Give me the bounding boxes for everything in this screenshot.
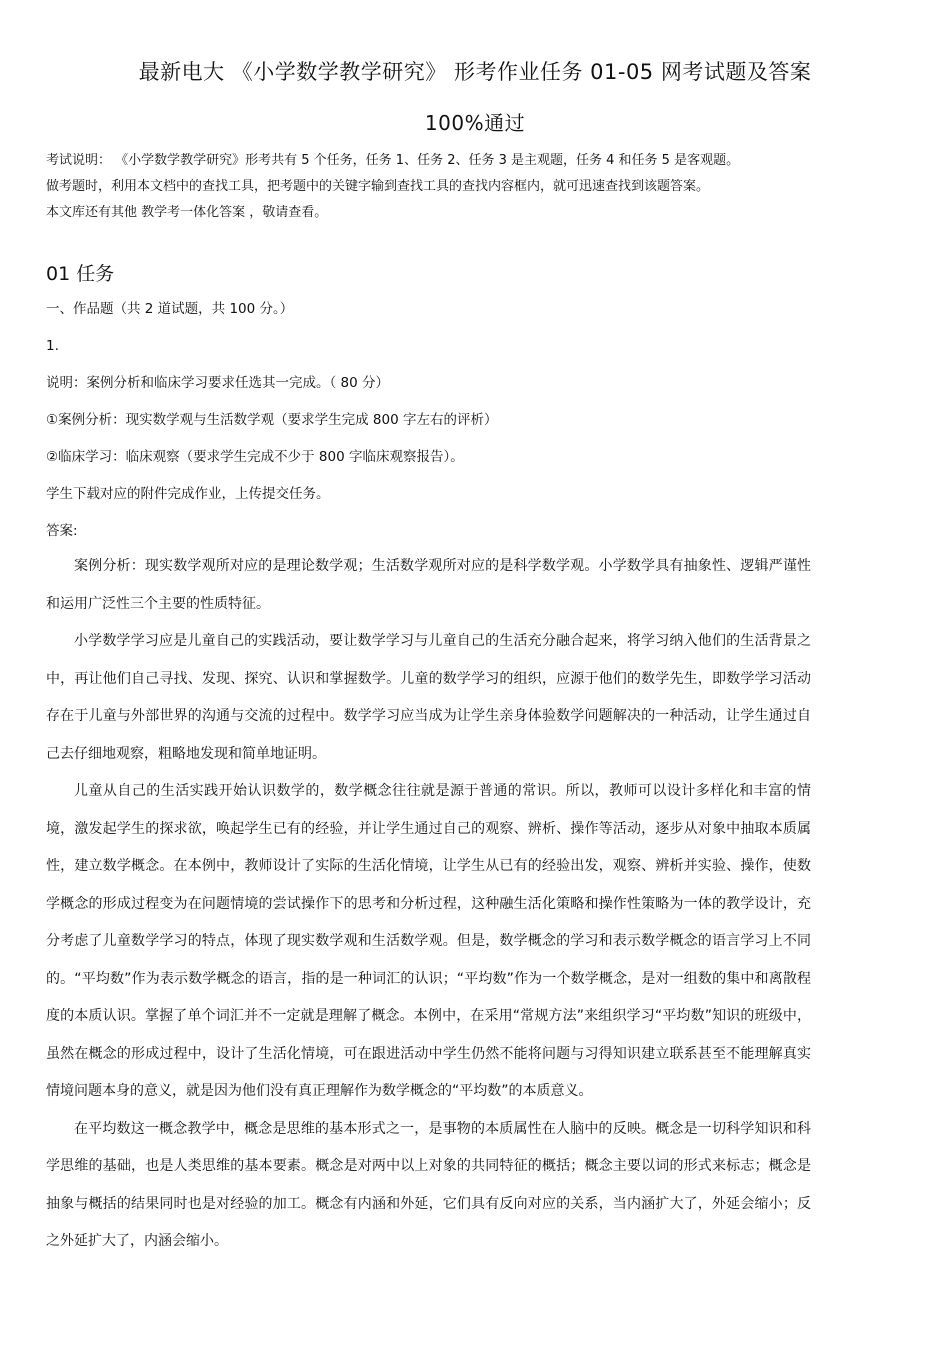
question-line: 学生下载对应的附件完成作业，上传提交任务。: [46, 486, 330, 502]
document-title: 最新电大 《小学数学教学研究》 形考作业任务 01-05 网考试题及答案: [138, 60, 812, 84]
exam-note-line: 本文库还有其他 教学考一体化答案 ，敬请查看。: [46, 205, 328, 220]
question-block: [46, 294, 826, 553]
question-number: 1.: [46, 338, 59, 354]
exam-note-line: 做考题时，利用本文档中的查找工具，把考题中的关键字输到查找工具的查找内容框内，就可迅速查找到该题答案。: [46, 179, 710, 194]
exam-note-line: 考试说明： 《小学数学教学研究》形考共有 5 个任务，任务 1、任务 2、任务 3 是主观题，任务 4 和任务 5 是客观题。: [46, 153, 740, 168]
answer-body: [46, 548, 811, 1261]
answer-paragraph: 案例分析：现实数学观所对应的是理论数学观；生活数学观所对应的是科学数学观。小学数学具有抽象性、逻辑严谨性和运用广泛性三个主要的性质特征。: [46, 558, 811, 612]
answer-paragraph: 在平均数这一概念教学中，概念是思维的基本形式之一，是事物的本质属性在人脑中的反映。概念是一切科学知识和科学思维的基础，也是人类思维的基本要素。概念是对两中以上对象的共同特征的概括；概念主要以词的形式来标志；概念是抽象与概括的结果同时也是对经验的加工。概念有内涵和外延，它们具有反向对应的关系，当内涵扩大了，外延会缩小；反之外延扩大了，内涵会缩小。: [46, 1120, 811, 1249]
question-line: 说明：案例分析和临床学习要求任选其一完成。（ 80 分）: [46, 375, 390, 391]
answer-label: 答案:: [46, 523, 78, 539]
question-line: ①案例分析：现实数学观与生活数学观（要求学生完成 800 字左右的评析）: [46, 412, 498, 428]
answer-paragraph: 儿童从自己的生活实践开始认识数学的，数学概念往往就是源于普通的常识。所以，教师可以设计多样化和丰富的情境，激发起学生的探求欲，唤起学生已有的经验，并让学生通过自己的观察、辨析、操作等活动，逐步从对象中抽取本质属性，建立数学概念。在本例中，教师设计了实际的生活化情境，让学生从已有的经验出发，观察、辨析并实验、操作，使数学概念的形成过程变为在问题情境的尝试操作下的思考和分析过程，这种融生活化策略和操作性策略为一体的教学设计，充分考虑了儿童数学学习的特点，体现了现实数学观和生活数学观。但是，数学概念的学习和表示数学概念的语言学习上不同的。“平均数”作为表示数学概念的语言，指的是一种词汇的认识；“平均数”作为一个数学概念，是对一组数的集中和离散程度的本质认识。掌握了单个词汇并不一定就是理解了概念。本例中，在采用“常规方法”来组织学习“平均数”知识的班级中，虽然在概念的形成过程中，设计了生活化情境，可在跟进活动中学生仍然不能将问题与习得知识建立联系甚至不能理解真实情境问题本身的意义，就是因为他们没有真正理解作为数学概念的“平均数”的本质意义。: [46, 783, 811, 1099]
document-subtitle: 100%通过: [424, 111, 526, 135]
exam-notes: [46, 148, 926, 226]
answer-paragraph: 小学数学学习应是儿童自己的实践活动，要让数学学习与儿童自己的生活充分融合起来，将学习纳入他们的生活背景之中，再让他们自己寻找、发现、探究、认识和掌握数学。儿童的数学学习的组织，应源于他们的数学先生，即数学学习活动存在于儿童与外部世界的沟通与交流的过程中。数学学习应当成为让学生亲身体验数学问题解决的一种活动，让学生通过自己去仔细地观察，粗略地发现和简单地证明。: [46, 633, 811, 762]
section-heading: 01 任务: [46, 263, 115, 285]
question-line: ②临床学习：临床观察（要求学生完成不少于 800 字临床观察报告）。: [46, 449, 464, 465]
part-title: 一、作品题（共 2 道试题，共 100 分。）: [46, 301, 294, 317]
